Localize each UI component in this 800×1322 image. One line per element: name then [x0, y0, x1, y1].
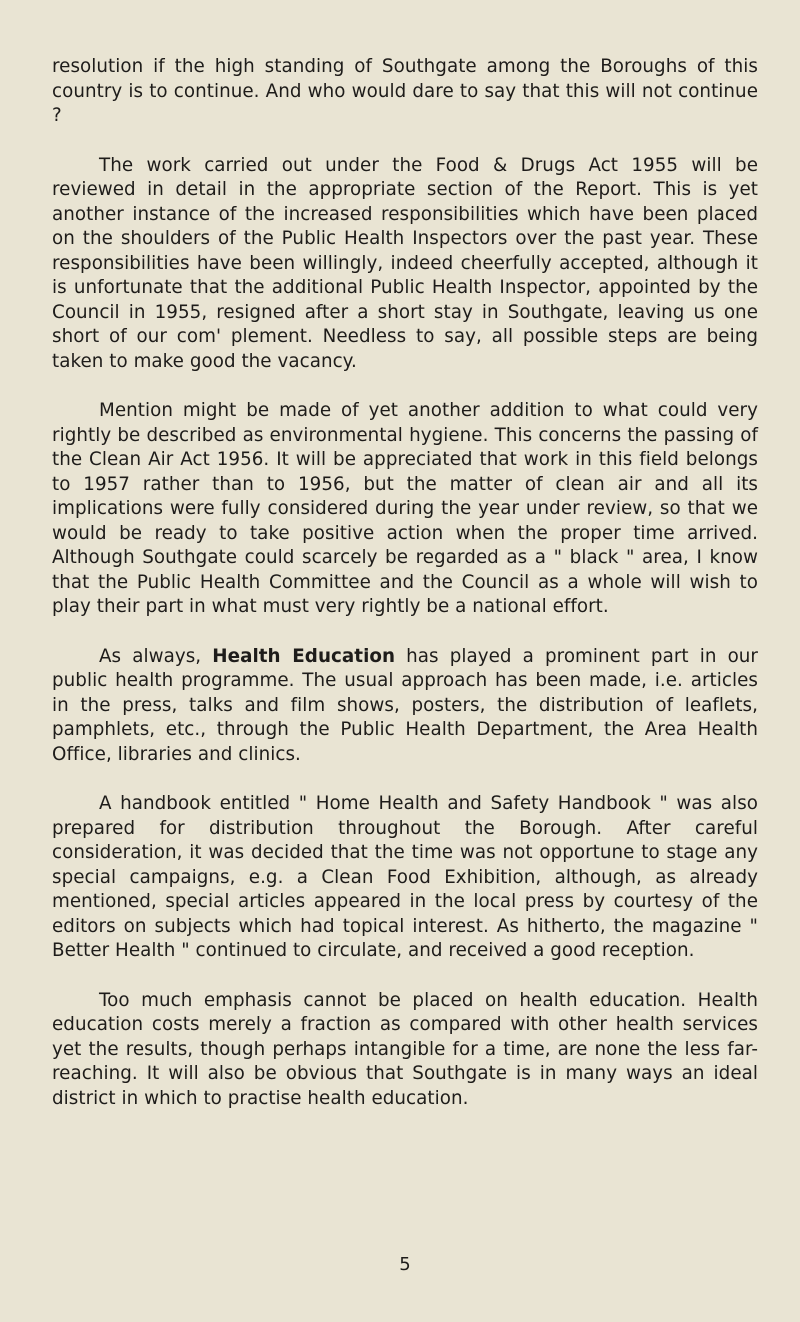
paragraph-handbook: A handbook entitled " Home Health and Safety Handbook " was also prepared for distribution throughout the Borough. After careful consideration, it was decided that the time was not opportune to stage any special campaigns, e.g. a Clean Food Exhibition, although, as already mentioned, special articles appeared in the local press by courtesy of the editors on subjects which had topical interest. As hitherto, the magazine " Better Health " continued to circulate, and received a good reception. [52, 793, 758, 961]
health-education-intro: As always, [99, 645, 213, 667]
paragraph-continuation: resolution if the high standing of Southgate among the Boroughs of this country is to continue. And who would dare to say that this will not continue ? [52, 56, 758, 126]
paragraph-health-education [52, 645, 758, 768]
paragraph-clean-air-act: Mention might be made of yet another addition to what could very rightly be described as environmental hygiene. This concerns the passing of the Clean Air Act 1956. It will be appreciated that work in this field belongs to 1957 rather than to 1956, but the matter of clean air and all its implications were fully considered during the year under review, so that we would be ready to take positive action when the proper time arrived. Although Southgate could scarcely be regarded as a " black " area, I know that the Public Health Committee and the Council as a whole will wish to play their part in what must very rightly be a national effort. [52, 400, 758, 617]
health-education-heading: Health Education [212, 645, 396, 667]
paragraph-food-drugs-act: The work carried out under the Food & Drugs Act 1955 will be reviewed in detail in the appropriate section of the Report. This is yet another instance of the increased responsibilities which have been placed on the shoulders of the Public Health Inspectors over the past year. These responsibilities have been willingly, indeed cheerfully accepted, although it is unfortunate that the additional Public Health Inspector, appointed by the Council in 1955, resigned after a short stay in Southgate, leaving us one short of our com' plement. Needless to say, all possible steps are being taken to make good the vacancy. [52, 154, 758, 372]
document-page [52, 55, 758, 1111]
paragraph-emphasis: Too much emphasis cannot be placed on health education. Health education costs merely a fraction as compared with other health services yet the results, though perhaps intangible for a time, are none the less far-reaching. It will also be obvious that Southgate is in many ways an ideal district in which to practise health education. [52, 989, 758, 1109]
health-education-body: has played a prominent part in our public health programme. The usual approach has been made, i.e. articles in the press, talks and film shows, posters, the distribution of leaflets, pamphlets, etc., through the Public Health Department, the Area Health Office, libraries and clinics. [52, 645, 759, 765]
page-number: 5 [399, 1254, 411, 1275]
